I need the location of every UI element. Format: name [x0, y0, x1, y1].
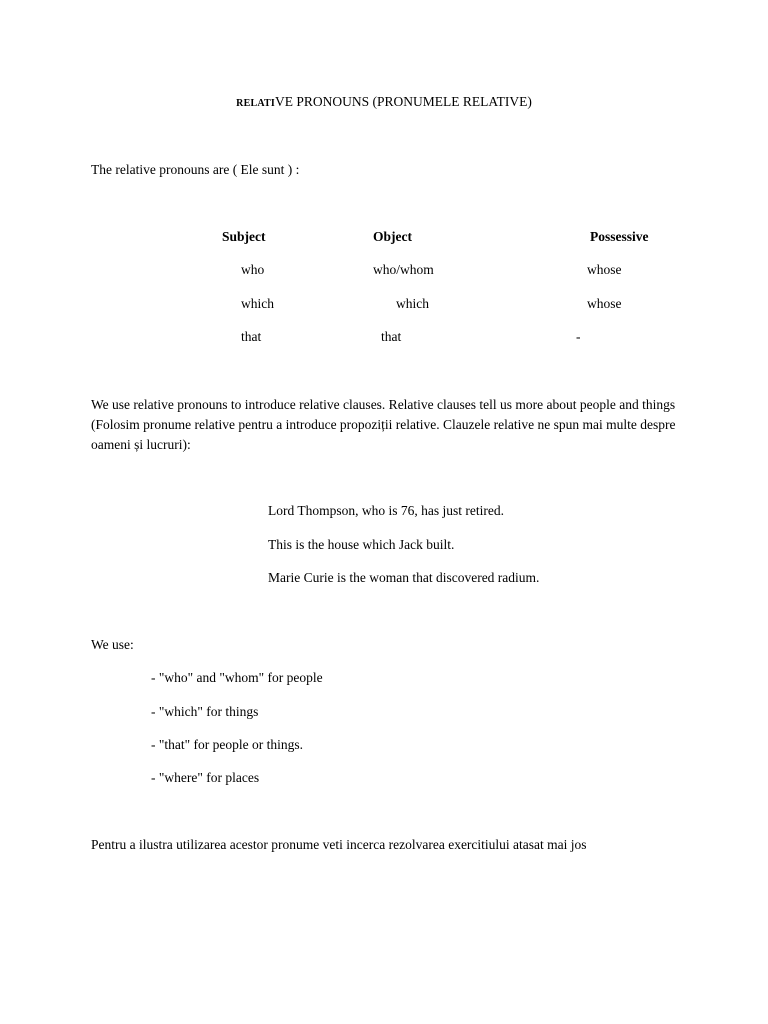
row-3-object: that [381, 329, 402, 344]
header-object: Object [373, 229, 412, 244]
rule-1: - "who" and "whom" for people [151, 670, 323, 685]
usage-paragraph: We use relative pronouns to introduce relative clauses. Relative clauses tell us more about people and things (Folosim pronume relative pentru a introduce propoziții relative. Clauzele relative ne spun mai multe despre oameni și lucruri): [91, 397, 676, 452]
row-2-object: which [396, 296, 429, 311]
example-2: This is the house which Jack built. [268, 537, 455, 552]
we-use-label: We use: [91, 637, 134, 652]
row-1-object: who/whom [373, 262, 434, 277]
row-1-subject: who [241, 262, 265, 277]
rule-4: - "where" for places [151, 770, 260, 785]
closing-text: Pentru a ilustra utilizarea acestor pronume veti incerca rezolvarea exercitiului atasat mai jos [91, 837, 587, 852]
title-rest: VE PRONOUNS (PRONUMELE RELATIVE) [274, 94, 532, 109]
rule-3: - "that" for people or things. [151, 737, 303, 752]
title-prefix: RELATI [236, 98, 275, 109]
header-possessive: Possessive [590, 229, 649, 244]
intro-text: The relative pronouns are ( Ele sunt ) : [91, 162, 300, 177]
row-2-possessive: whose [587, 296, 622, 311]
row-3-subject: that [241, 329, 262, 344]
row-3-possessive: - [576, 329, 581, 344]
header-subject: Subject [222, 229, 266, 244]
row-1-possessive: whose [587, 262, 622, 277]
page-title [0, 94, 768, 110]
rule-2: - "which" for things [151, 704, 259, 719]
row-2-subject: which [241, 296, 274, 311]
example-1: Lord Thompson, who is 76, has just retired. [268, 503, 504, 518]
example-3: Marie Curie is the woman that discovered radium. [268, 570, 540, 585]
